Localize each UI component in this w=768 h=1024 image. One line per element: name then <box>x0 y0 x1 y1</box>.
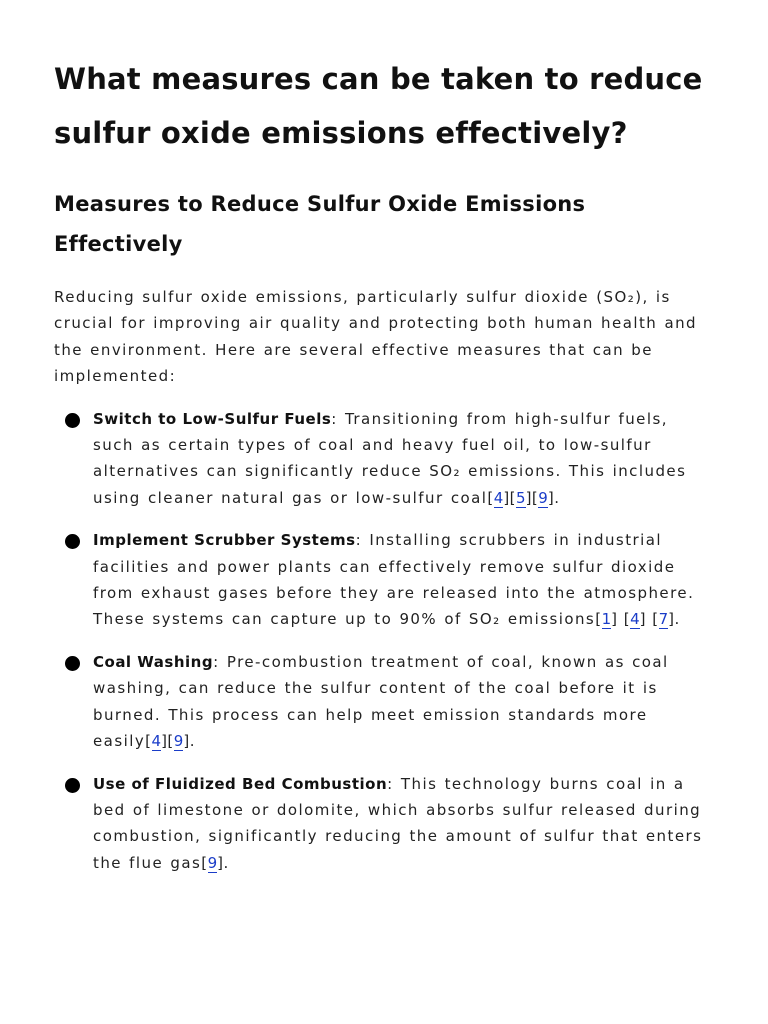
sentence-end: . <box>189 732 196 751</box>
bullet-icon <box>65 656 80 671</box>
bullet-icon <box>65 778 80 793</box>
list-item: Use of Fluidized Bed Combustion: This technology burns coal in a bed of limestone or dolomite, which absorbs sulfur released during combustion, significantly reducing the amount of sulfur that enters the flue gas[9]. <box>54 771 714 877</box>
citation-link[interactable]: 5 <box>516 488 526 507</box>
sentence-end: . <box>554 488 561 507</box>
citation-link[interactable]: 9 <box>173 732 184 751</box>
page-title: What measures can be taken to reduce sulfur oxide emissions effectively? <box>54 62 703 150</box>
measures-list <box>54 406 714 877</box>
bullet-icon <box>65 534 80 549</box>
list-item: Coal Washing: Pre-combustion treatment of coal, known as coal washing, can reduce the sulfur content of the coal before it is burned. This process can help meet emission standards more easily[4][9]. <box>54 649 714 755</box>
bullet-icon <box>65 413 80 428</box>
intro-paragraph: Reducing sulfur oxide emissions, particularly sulfur dioxide (SO₂), is crucial for improving air quality and protecting both human health and the environment. Here are several effective measures that can be implemented: <box>54 288 698 386</box>
measure-text: : Transitioning from high-sulfur fuels, such as certain types of coal and heavy fuel oil, to low-sulfur alternatives can significantly reduce SO₂ emissions. This includes using cleaner natural gas or low-sulfur coal <box>93 409 687 507</box>
citation-link[interactable]: 4 <box>493 488 504 507</box>
citation-link[interactable]: 1 <box>601 610 612 629</box>
measure-text: : This technology burns coal in a bed of limestone or dolomite, which absorbs sulfur released during combustion, significantly reducing the amount of sulfur that enters the flue gas <box>93 774 703 872</box>
citation-link[interactable]: 7 <box>658 610 669 629</box>
measure-term: Implement Scrubber Systems <box>93 531 356 550</box>
citation-link[interactable]: 9 <box>207 853 218 872</box>
measure-term: Coal Washing <box>93 652 214 671</box>
list-item: Implement Scrubber Systems: Installing scrubbers in industrial facilities and power plants can effectively remove sulfur dioxide from exhaust gases before they are released into the atmosphere. These systems can capture up to 90% of SO₂ emissions[1] [4] [7]. <box>54 527 714 633</box>
measure-text: : Pre-combustion treatment of coal, known as coal washing, can reduce the sulfur content of the coal before it is burned. This process can help meet emission standards more easily <box>93 652 669 751</box>
measure-text: : Installing scrubbers in industrial facilities and power plants can effectively remove sulfur dioxide from exhaust gases before they are released into the atmosphere. These systems can capture up to 90% of SO₂ emissions <box>93 531 695 629</box>
citation-link[interactable]: 9 <box>538 488 548 507</box>
citation-link[interactable]: 4 <box>630 610 640 629</box>
sentence-end: . <box>674 610 681 629</box>
section-heading: Measures to Reduce Sulfur Oxide Emissions Effectively <box>54 192 586 256</box>
citation-link[interactable]: 4 <box>151 732 162 751</box>
list-item: Switch to Low-Sulfur Fuels: Transitioning from high-sulfur fuels, such as certain types of coal and heavy fuel oil, to low-sulfur alternatives can significantly reduce SO₂ emissions. This includes using cleaner natural gas or low-sulfur coal[4][5][9]. <box>54 406 714 512</box>
measure-term: Use of Fluidized Bed Combustion <box>93 774 388 793</box>
measure-term: Switch to Low-Sulfur Fuels <box>93 409 332 428</box>
sentence-end: . <box>223 853 230 872</box>
